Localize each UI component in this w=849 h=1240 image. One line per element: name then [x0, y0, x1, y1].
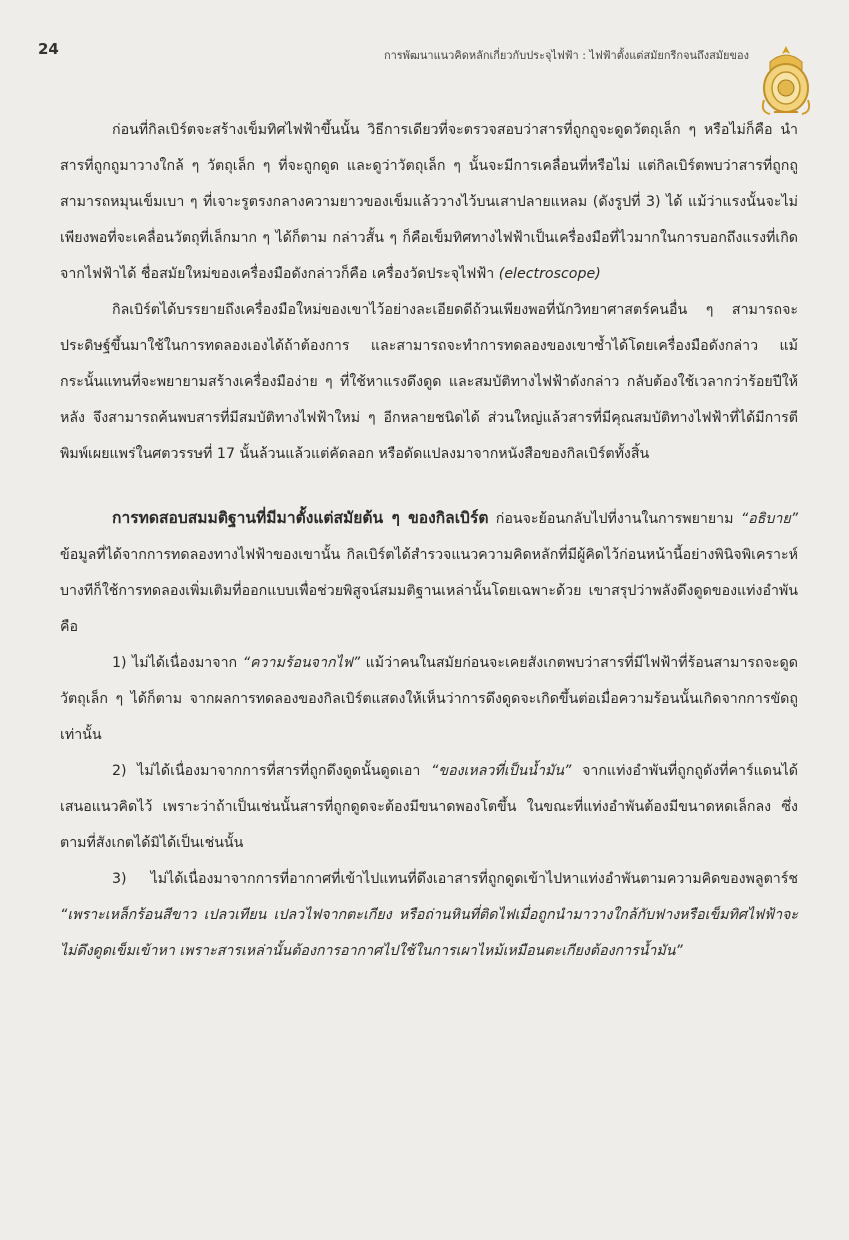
paragraph-3: การทดสอบสมมติฐานที่มีมาตั้งแต่สมัยต้น ๆ ของกิลเบิร์ต ก่อนจะย้อนกลับไปที่งานในการพยายาม “อธิบาย” ข้อมูลที่ได้จากการทดลองทางไฟฟ้าของเขานั้น กิลเบิร์ตได้สำรวจแนวความคิดหลักที่มีผู้คิดไว้ก่อนหน้านี้อย่างพินิจพิเคราะห์ บางทีก็ใช้การทดลองเพิ่มเติมที่ออกแบบเพื่อช่วยพิสูจน์สมมติฐานเหล่านั้นโดยเฉพาะด้วย เขาสรุปว่าพลังดึงดูดของแท่งอำพันคือ [60, 509, 798, 635]
thai-royal-seal-emblem-icon [750, 42, 822, 118]
list-item-1: 1) ไม่ได้เนื่องมาจาก “ความร้อนจากไฟ” แม้ว่าคนในสมัยก่อนจะเคยสังเกตพบว่าสารที่มีไฟฟ้าที่ร้อนสามารถจะดูดวัตถุเล็ก ๆ ได้ก็ตาม จากผลการทดลองของกิลเบิร์ตแสดงให้เห็นว่าการดึงดูดจะเกิดขึ้นต่อเมื่อความร้อนนั้นเกิดจากการขัดถูเท่านั้น [60, 655, 798, 743]
running-header: การพัฒนาแนวคิดหลักเกี่ยวกับประจุไฟฟ้า : ไฟฟ้าตั้งแต่สมัยกรีกจนถึงสมัยของ [383, 49, 749, 62]
section-heading: การทดสอบสมมติฐานที่มีมาตั้งแต่สมัยต้น ๆ ของกิลเบิร์ต [112, 509, 489, 527]
list-item-2: 2) ไม่ได้เนื่องมาจากการที่สารที่ถูกดึงดูดนั้นดูดเอา “ของเหลวที่เป็นน้ำมัน” จากแท่งอำพันที่ถูกถูดังที่คาร์แดนได้เสนอแนวคิดไว้ เพราะว่าถ้าเป็นเช่นนั้นสารที่ถูกดูดจะต้องมีขนาดพองโตขึ้น ในขณะที่แท่งอำพันต้องมีขนาดหดเล็กลง ซึ่งตามที่สังเกตได้มิได้เป็นเช่นนั้น [60, 763, 798, 851]
list-item-3: 3) ไม่ได้เนื่องมาจากการที่อากาศที่เข้าไปแทนที่ดึงเอาสารที่ถูกดูดเข้าไปหาแท่งอำพันตามความคิดของพลูตาร์ช “เพราะเหล็กร้อนสีขาว เปลวเทียน เปลวไฟจากตะเกียง หรือถ่านหินที่ติดไฟเมื่อถูกนำมาวางใกล้กับฟางหรือเข็มทิศไฟฟ้าจะไม่ดึงดูดเข็มเข้าหา เพราะสารเหล่านั้นต้องการอากาศไปใช้ในการเผาไหม้เหมือนตะเกียงต้องการน้ำมัน” [60, 871, 798, 959]
electroscope-term: (electroscope) [498, 266, 601, 282]
page-number: 24 [38, 40, 59, 58]
page-body [60, 112, 798, 969]
paragraph-2: กิลเบิร์ตได้บรรยายถึงเครื่องมือใหม่ของเขาไว้อย่างละเอียดดีถ้วนเพียงพอที่นักวิทยาศาสตร์คนอื่น ๆ สามารถจะประดิษฐ์ขึ้นมาใช้ในการทดลองเองได้ถ้าต้องการ และสามารถจะทำการทดลองของเขาซ้ำได้โดยเครื่องมือดังกล่าว แม้กระนั้นแทนที่จะพยายามสร้างเครื่องมือง่าย ๆ ที่ใช้หาแรงดึงดูด และสมบัติทางไฟฟ้าดังกล่าว กลับต้องใช้เวลากว่าร้อยปีให้หลัง จึงสามารถค้นพบสารที่มีสมบัติทางไฟฟ้าใหม่ ๆ อีกหลายชนิดได้ ส่วนใหญ่แล้วสารที่มีคุณสมบัติทางไฟฟ้าที่ได้มีการตีพิมพ์เผยแพร่ในศตวรรษที่ 17 นั้นล้วนแล้วแต่คัดลอก หรือดัดแปลงมาจากหนังสือของกิลเบิร์ตทั้งสิ้น [60, 302, 798, 462]
paragraph-1: ก่อนที่กิลเบิร์ตจะสร้างเข็มทิศไฟฟ้าขึ้นนั้น วิธีการเดียวที่จะตรวจสอบว่าสารที่ถูกถูจะดูดวัตถุเล็ก ๆ หรือไม่ก็คือ นำสารที่ถูกถูมาวางใกล้ ๆ วัตถุเล็ก ๆ ที่จะถูกดูด และดูว่าวัตถุเล็ก ๆ นั้นจะมีการเคลื่อนที่หรือไม่ แต่กิลเบิร์ตพบว่าสารที่ถูกถูสามารถหมุนเข็มเบา ๆ ที่เจาะรูตรงกลางความยาวของเข็มแล้ววางไว้บนเสาปลายแหลม (ดังรูปที่ 3) ได้ แม้ว่าแรงนั้นจะไม่เพียงพอที่จะเคลื่อนวัตถุที่เล็กมาก ๆ ได้ก็ตาม กล่าวสั้น ๆ ก็คือเข็มทิศทางไฟฟ้าเป็นเครื่องมือที่ไวมากในการบอกถึงแรงที่เกิดจากไฟฟ้าได้ ชื่อสมัยใหม่ของเครื่องมือดังกล่าวก็คือ เครื่องวัดประจุไฟฟ้า (electroscope) [60, 122, 798, 282]
